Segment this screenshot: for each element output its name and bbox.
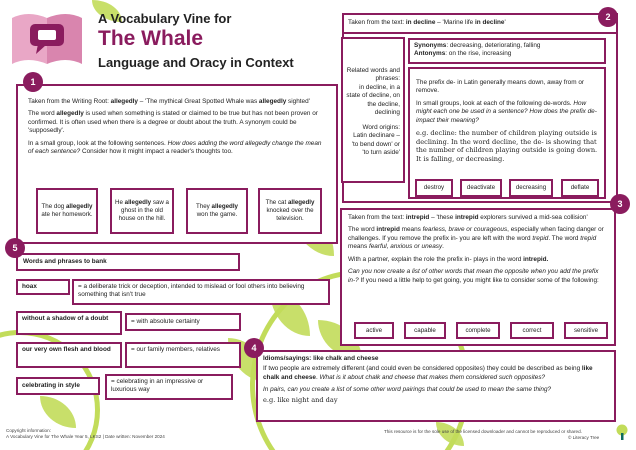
bank-definition: = a deliberate trick or deception, intended to mislead or fool others into believing something that isn't true <box>72 279 330 305</box>
section-idioms <box>256 350 616 422</box>
section-number-1: 1 <box>23 72 43 92</box>
prefix-de-meaning: The prefix de- in Latin generally means down, away from or remove. <box>416 79 585 95</box>
subtitle: Language and Oracy in Context <box>98 55 294 70</box>
divider <box>342 32 618 34</box>
words-to-bank-heading: Words and phrases to bank <box>16 253 240 271</box>
allegedly-source: Taken from the Writing Root: allegedly – 'The mythical Great Spotted Whale was allegedly sighted' <box>28 98 310 105</box>
origins-label: Word origins: <box>362 123 400 131</box>
handwritten-example: e.g. decline: the number of children playing outside is declining. In the word decline, the de- is showing that the number of children playing outside is going down. It is falling, or decreasing. <box>416 129 598 163</box>
bank-term: hoax <box>16 279 70 295</box>
section-number-2: 2 <box>598 7 618 27</box>
title-line-1: A Vocabulary Vine for <box>98 11 232 26</box>
in-word-chip: correct <box>510 322 554 339</box>
sentence-card: They allegedly won the game. <box>186 188 248 234</box>
intrepid-source: Taken from the text: intrepid – 'these intrepid explorers survived a mid-sea collision' <box>348 214 588 221</box>
logo <box>8 10 86 66</box>
intrepid-partner-task: With a partner, explain the role the prefix in- plays in the word intrepid. <box>348 255 549 263</box>
bank-term: without a shadow of a doubt <box>16 311 122 335</box>
related-list: in decline, in a state of decline, on the decline, declining <box>346 83 400 117</box>
decline-heading: Taken from the text: in decline – 'Marine life in decline' <box>348 19 506 26</box>
bank-term: our very own flesh and blood <box>16 342 122 368</box>
de-word-chip: destroy <box>415 179 453 197</box>
sentence-card: He allegedly saw a ghost in the old house on the hill. <box>110 188 174 234</box>
copyright-text: A Vocabulary Vine for The Whale Year 5, LKS2 | Date written: November 2024 <box>6 434 165 439</box>
copyright-label: Copyright information: <box>6 428 51 433</box>
allegedly-task: In a small group, look at the following sentences. How does adding the word allegedly change the mean of each sentence? Consider how it might impact a reader's thoughts too. <box>28 139 322 156</box>
in-word-chip: capable <box>404 322 446 339</box>
allegedly-definition: The word allegedly is used when something is stated or claimed to be true but has not been proven or confirmed. It is often used when there is a degree or doubt about the truth. A synonym could be 'supposedly'. <box>28 110 318 135</box>
prefix-de-task: In small groups, look at each of the following de-words. How might each one be used in a sentence? How does the prefix de- impact their meaning? <box>416 99 597 124</box>
related-label: Related words and phrases: <box>346 67 400 83</box>
handwritten-example: e.g. like night and day <box>263 395 338 404</box>
intrepid-list-task: Can you now create a list of other words that mean the opposite when you add the prefix in-? If you need a little help to get going, you might like to consider some of the following: <box>348 268 599 284</box>
book-speech-bubble-icon <box>8 10 86 66</box>
in-word-chip: active <box>354 322 394 339</box>
section-number-3: 3 <box>610 194 630 214</box>
antonyms: Antonyms: on the rise, increasing <box>414 50 512 58</box>
related-words-box <box>341 37 405 183</box>
de-word-chip: deflate <box>561 179 599 197</box>
intrepid-definition: The word intrepid means fearless, brave or courageous, especially when facing danger or challenges. If you remove the prefix in- you are left with the word trepid. The word trepid means fearful, anxious or uneasy. <box>348 226 604 251</box>
sentence-card: The cat allegedly knocked over the television. <box>258 188 322 234</box>
section-number-5: 5 <box>5 238 25 258</box>
page-title: The Whale <box>98 27 204 50</box>
bank-definition: = with absolute certainty <box>125 313 241 331</box>
in-word-chip: sensitive <box>564 322 608 339</box>
section-number-4: 4 <box>244 338 264 358</box>
de-word-chip: decreasing <box>509 179 553 197</box>
bank-definition: = celebrating in an impressive or luxurious way <box>105 374 233 400</box>
sentence-card: The dog allegedly ate her homework. <box>36 188 98 234</box>
synonyms-box <box>408 38 606 64</box>
idiom-heading: Idioms/sayings: like chalk and cheese <box>263 355 379 362</box>
idiom-task: In pairs, can you create a list of some other word pairings that could be used to mean the same thing? <box>263 386 552 394</box>
synonyms: Synonyms: decreasing, deteriorating, falling <box>414 42 541 49</box>
bank-definition: = our family members, relatives <box>125 342 241 368</box>
origins-text: Latin declinare – 'to bend down' or 'to turn aside' <box>351 132 400 157</box>
de-word-chip: deactivate <box>460 179 502 197</box>
bank-term: celebrating in style <box>16 377 100 395</box>
brand-name: © Literacy Tree <box>568 435 600 440</box>
in-word-chip: complete <box>456 322 500 339</box>
idiom-explanation: If two people are extremely different (and could even be considered opposites) they could be described as being like chalk and cheese. What is it about chalk and cheese that makes them considered such opposites? <box>263 365 593 381</box>
license-text: This resource is for the sole use of the licensed downloader and cannot be reproduced or shared. <box>384 429 582 434</box>
tree-icon <box>615 424 629 440</box>
